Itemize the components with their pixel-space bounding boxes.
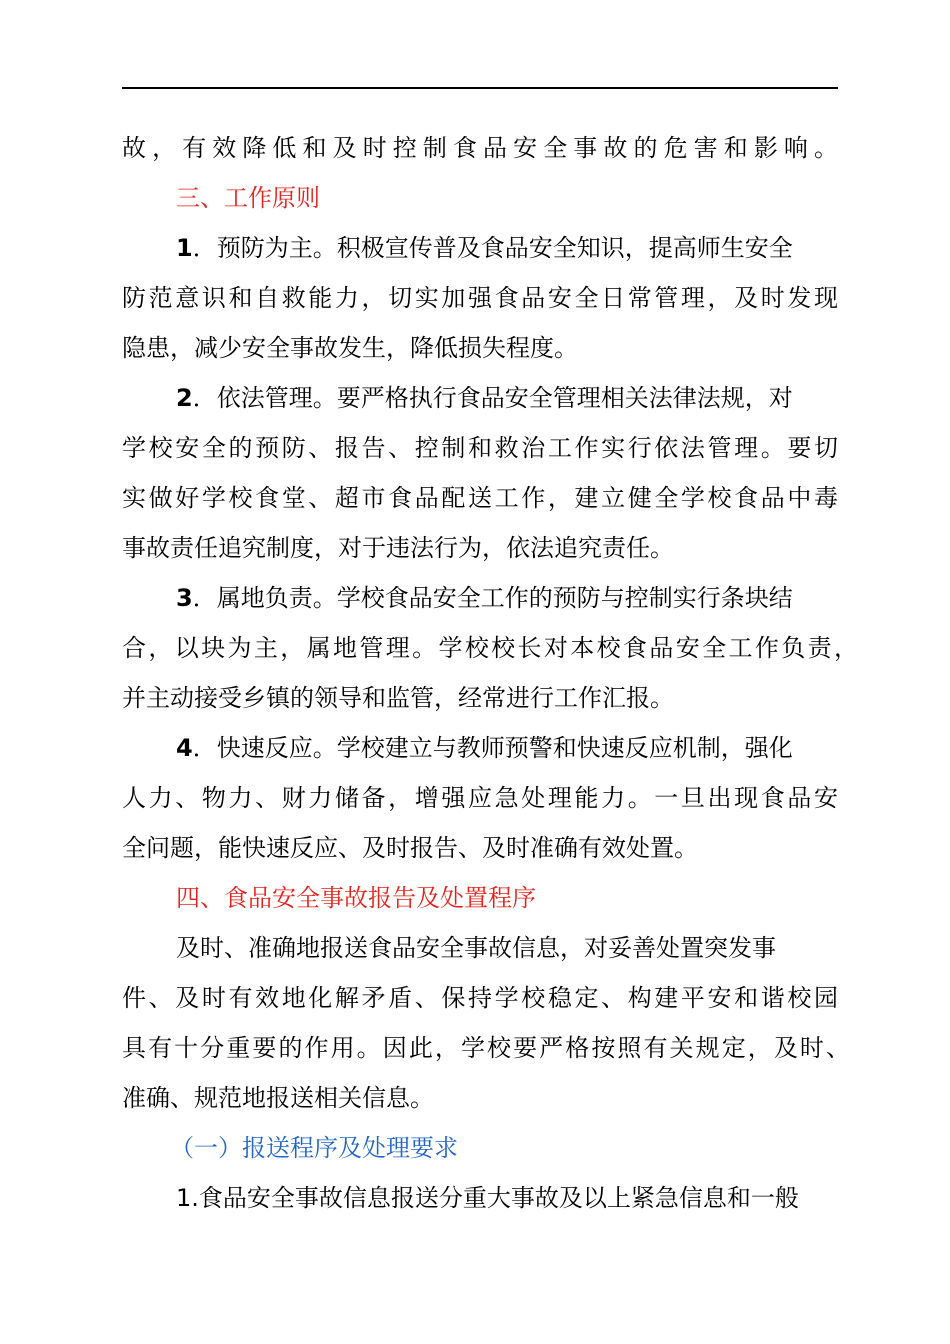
item-number: 4 bbox=[176, 734, 193, 762]
paragraph-line: 防范意识和自救能力，切实加强食品安全日常管理，及时发现 bbox=[122, 284, 838, 312]
paragraph-line bbox=[176, 728, 916, 768]
item-text: ．依法管理。要严格执行食品安全管理相关法律法规，对 bbox=[192, 384, 793, 412]
paragraph-line: 件、及时有效地化解矛盾、保持学校稳定、构建平安和谐校园 bbox=[122, 984, 838, 1012]
paragraph-line bbox=[176, 578, 916, 618]
item-text: ．预防为主。积极宣传普及食品安全知识，提高师生安全 bbox=[192, 234, 793, 262]
paragraph-line: 实做好学校食堂、超市食品配送工作，建立健全学校食品中毒 bbox=[122, 484, 838, 512]
paragraph-line bbox=[176, 228, 916, 268]
paragraph-line: 全问题，能快速反应、及时报告、及时准确有效处置。 bbox=[122, 834, 698, 862]
paragraph-line: 学校安全的预防、报告、控制和救治工作实行依法管理。要切 bbox=[122, 434, 838, 462]
section-heading-principles: 三、工作原则 bbox=[176, 184, 320, 212]
section-heading-report-procedure: 四、食品安全事故报告及处置程序 bbox=[176, 884, 536, 912]
subsection-heading: （一）报送程序及处理要求 bbox=[170, 1134, 458, 1162]
item-number: 2 bbox=[176, 384, 193, 412]
paragraph-line: 人力、物力、财力储备，增强应急处理能力。一旦出现食品安 bbox=[122, 784, 838, 812]
header-rule bbox=[122, 87, 838, 89]
item-text: ．快速反应。学校建立与教师预警和快速反应机制，强化 bbox=[192, 734, 793, 762]
paragraph-line: 及时、准确地报送食品安全事故信息，对妥善处置突发事 bbox=[176, 934, 776, 962]
item-number: 3 bbox=[176, 584, 193, 612]
item-number: 1 bbox=[176, 234, 193, 262]
paragraph-line: 隐患，减少安全事故发生，降低损失程度。 bbox=[122, 334, 578, 362]
paragraph-line: 1.食品安全事故信息报送分重大事故及以上紧急信息和一般 bbox=[176, 1184, 799, 1212]
paragraph-line: 准确、规范地报送相关信息。 bbox=[122, 1084, 434, 1112]
paragraph-line bbox=[176, 378, 916, 418]
paragraph-line: 事故责任追究制度，对于违法行为，依法追究责任。 bbox=[122, 534, 674, 562]
paragraph-line: 具有十分重要的作用。因此，学校要严格按照有关规定，及时、 bbox=[122, 1034, 850, 1062]
item-text: ．属地负责。学校食品安全工作的预防与控制实行条块结 bbox=[192, 584, 793, 612]
paragraph-line: 并主动接受乡镇的领导和监管，经常进行工作汇报。 bbox=[122, 684, 674, 712]
paragraph-line: 合，以块为主，属地管理。学校校长对本校食品安全工作负责， bbox=[122, 634, 858, 662]
paragraph-line: 故，有效降低和及时控制食品安全事故的危害和影响。 bbox=[122, 134, 838, 162]
